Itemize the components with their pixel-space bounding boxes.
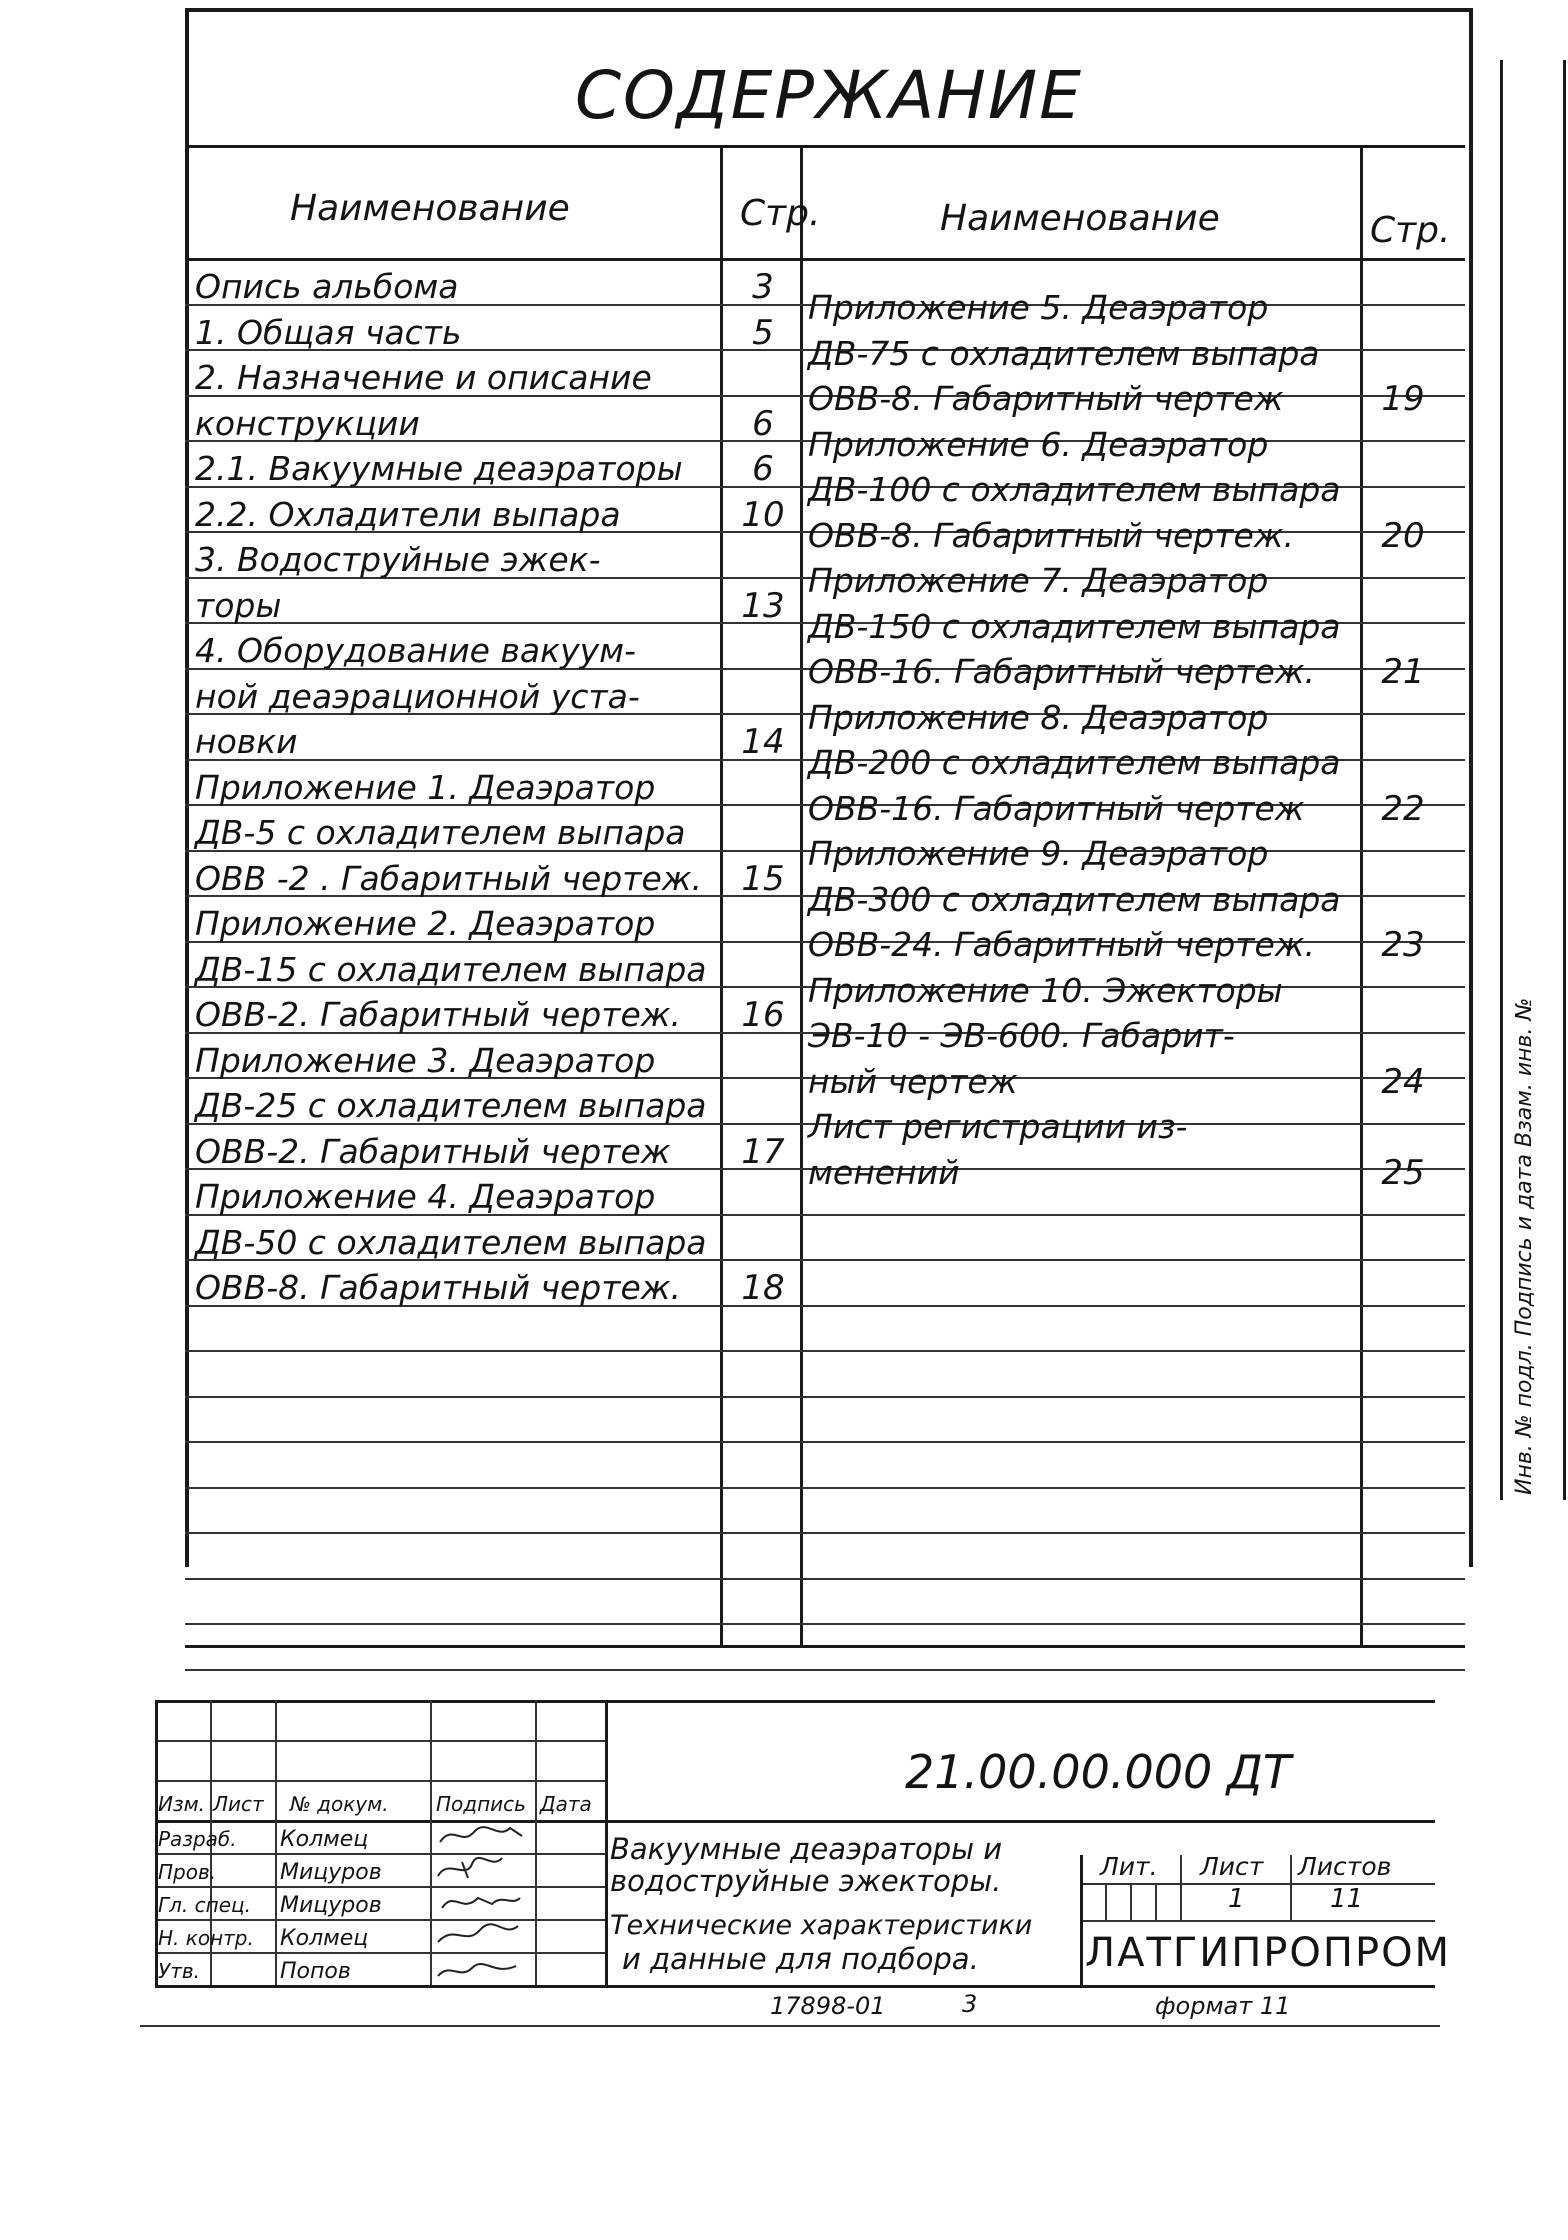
- sheet-value: 1: [1228, 1884, 1245, 1914]
- left-row-page: 6: [752, 404, 774, 444]
- right-row-page: 23: [1381, 925, 1425, 965]
- left-row-text: ной деаэрационной уста-: [195, 677, 640, 716]
- right-row-text: ОВВ-8. Габаритный чертеж: [808, 379, 1284, 418]
- stamp-header-list: Лист: [213, 1792, 264, 1816]
- page-title: СОДЕРЖАНИЕ: [574, 57, 1084, 134]
- row-rule: [185, 1623, 1465, 1625]
- stamp-header-doc: № докум.: [290, 1792, 389, 1816]
- description-line-2: водоструйные эжекторы.: [610, 1864, 1002, 1898]
- header-name-left: Наименование: [290, 188, 570, 229]
- description-line-1: Вакуумные деаэраторы и: [610, 1832, 1003, 1866]
- right-row-page: 25: [1381, 1153, 1425, 1193]
- right-row-text: ОВВ-16. Габаритный чертеж.: [808, 652, 1315, 691]
- stamp-role: Утв.: [158, 1959, 200, 1983]
- sheets-value: 11: [1330, 1884, 1364, 1914]
- row-rule: [185, 1350, 1465, 1352]
- right-row-text: ОВВ-16. Габаритный чертеж: [808, 789, 1305, 828]
- left-row-text: 2.1. Вакуумные деаэраторы: [195, 449, 683, 488]
- signatures-image: [432, 1818, 532, 1988]
- left-row-page: 13: [741, 586, 785, 626]
- right-row-text: ДВ-300 с охладителем выпара: [808, 880, 1341, 919]
- left-row-text: новки: [195, 722, 298, 761]
- format-label: формат 11: [1155, 1992, 1291, 2020]
- left-row-text: торы: [195, 586, 282, 625]
- left-row-page: 10: [741, 495, 785, 535]
- row-rule: [185, 1396, 1465, 1398]
- stamp-person-name: Колмец: [280, 1827, 369, 1852]
- right-row-text: ОВВ-24. Габаритный чертеж.: [808, 925, 1315, 964]
- left-row-text: Приложение 2. Деаэратор: [195, 904, 656, 943]
- stamp-header-izm: Изм.: [158, 1792, 206, 1816]
- left-row-text: Приложение 4. Деаэратор: [195, 1177, 656, 1216]
- left-row-text: Приложение 1. Деаэратор: [195, 768, 656, 807]
- right-row-text: ОВВ-8. Габаритный чертеж.: [808, 516, 1294, 555]
- stamp-role: Пров.: [158, 1860, 217, 1884]
- right-row-page: 19: [1381, 379, 1425, 419]
- right-row-text: ный чертеж: [808, 1062, 1018, 1101]
- stamp-person-name: Колмец: [280, 1926, 369, 1951]
- document-code: 21.00.00.000 ДТ: [905, 1745, 1291, 1799]
- left-row-text: 2. Назначение и описание: [195, 358, 652, 397]
- footer-line: [140, 2025, 1440, 2027]
- left-row-text: ДВ-15 с охладителем выпара: [195, 950, 707, 989]
- row-rule: [185, 1669, 1465, 1671]
- left-row-text: Опись альбома: [195, 267, 459, 306]
- left-row-text: ДВ-50 с охладителем выпара: [195, 1223, 707, 1262]
- right-row-page: 20: [1381, 516, 1425, 556]
- description-line-4: и данные для подбора.: [622, 1942, 979, 1976]
- header-page-right: Стр.: [1370, 210, 1451, 251]
- left-row-text: 1. Общая часть: [195, 313, 462, 352]
- right-row-page: 22: [1381, 789, 1425, 829]
- left-row-page: 6: [752, 449, 774, 489]
- stamp-role: Гл. спец.: [158, 1893, 251, 1917]
- header-name-right: Наименование: [940, 198, 1220, 239]
- stamp-header-sign: Подпись: [436, 1792, 526, 1816]
- row-rule: [185, 1578, 1465, 1580]
- left-row-page: 3: [752, 267, 774, 307]
- header-page-left: Стр.: [740, 193, 821, 234]
- left-row-page: 16: [741, 995, 785, 1035]
- right-row-text: ДВ-75 с охладителем выпара: [808, 334, 1320, 373]
- left-row-page: 15: [741, 859, 785, 899]
- right-row-text: ДВ-200 с охладителем выпара: [808, 743, 1341, 782]
- sheet-label: Лист: [1200, 1852, 1264, 1881]
- left-row-text: ДВ-5 с охладителем выпара: [195, 813, 686, 852]
- right-row-text: ЭВ-10 - ЭВ-600. Габарит-: [808, 1016, 1235, 1055]
- row-rule: [185, 1487, 1465, 1489]
- left-row-text: 4. Оборудование вакуум-: [195, 631, 636, 670]
- right-row-page: 21: [1381, 652, 1425, 692]
- side-strip-label: Инв. № подл. Подпись и дата Взам. инв. №: [1512, 997, 1537, 1495]
- right-row-page: 24: [1381, 1062, 1425, 1102]
- description-line-3: Технические характеристики: [610, 1910, 1033, 1941]
- right-row-text: Приложение 8. Деаэратор: [808, 698, 1269, 737]
- table-bottom-rule: [185, 1645, 1465, 1648]
- header-bottom-rule: [185, 258, 1465, 261]
- left-row-text: 2.2. Охладители выпара: [195, 495, 621, 534]
- left-row-page: 17: [741, 1132, 785, 1172]
- stamp-person-name: Мицуров: [280, 1860, 382, 1885]
- left-row-text: ОВВ-2. Габаритный чертеж.: [195, 995, 681, 1034]
- right-row-text: менений: [808, 1153, 960, 1192]
- left-row-page: 14: [741, 722, 785, 762]
- stamp-person-name: Мицуров: [280, 1893, 382, 1918]
- right-row-text: Приложение 6. Деаэратор: [808, 425, 1269, 464]
- stamp-role: Н. контр.: [158, 1926, 254, 1950]
- left-row-text: Приложение 3. Деаэратор: [195, 1041, 656, 1080]
- left-row-text: 3. Водоструйные эжек-: [195, 540, 601, 579]
- left-row-page: 18: [741, 1268, 785, 1308]
- right-row-text: Приложение 7. Деаэратор: [808, 561, 1269, 600]
- row-rule: [185, 1441, 1465, 1443]
- right-row-text: Лист регистрации из-: [808, 1107, 1188, 1146]
- left-row-text: конструкции: [195, 404, 420, 443]
- right-row-text: ДВ-100 с охладителем выпара: [808, 470, 1341, 509]
- archive-number: 17898-01: [770, 1992, 886, 2020]
- stamp-person-name: Попов: [280, 1959, 351, 1984]
- right-row-text: Приложение 5. Деаэратор: [808, 288, 1269, 327]
- sheets-label: Листов: [1298, 1852, 1392, 1881]
- lit-label: Лит.: [1100, 1852, 1158, 1881]
- left-row-text: ОВВ-8. Габаритный чертеж.: [195, 1268, 681, 1307]
- left-row-text: ОВВ -2 . Габаритный чертеж.: [195, 859, 702, 898]
- left-row-text: ДВ-25 с охладителем выпара: [195, 1086, 707, 1125]
- right-row-text: Приложение 10. Эжекторы: [808, 971, 1283, 1010]
- left-row-text: ОВВ-2. Габаритный чертеж: [195, 1132, 671, 1171]
- organization-name: ЛАТГИПРОПРОМ: [1085, 1930, 1452, 1976]
- row-rule: [185, 1532, 1465, 1534]
- stamp-role: Разраб.: [158, 1827, 237, 1851]
- table-top-rule: [185, 145, 1465, 148]
- right-row-text: Приложение 9. Деаэратор: [808, 834, 1269, 873]
- left-row-page: 5: [752, 313, 774, 353]
- right-row-text: ДВ-150 с охладителем выпара: [808, 607, 1341, 646]
- page-number: 3: [962, 1990, 978, 2018]
- stamp-header-date: Дата: [540, 1792, 592, 1816]
